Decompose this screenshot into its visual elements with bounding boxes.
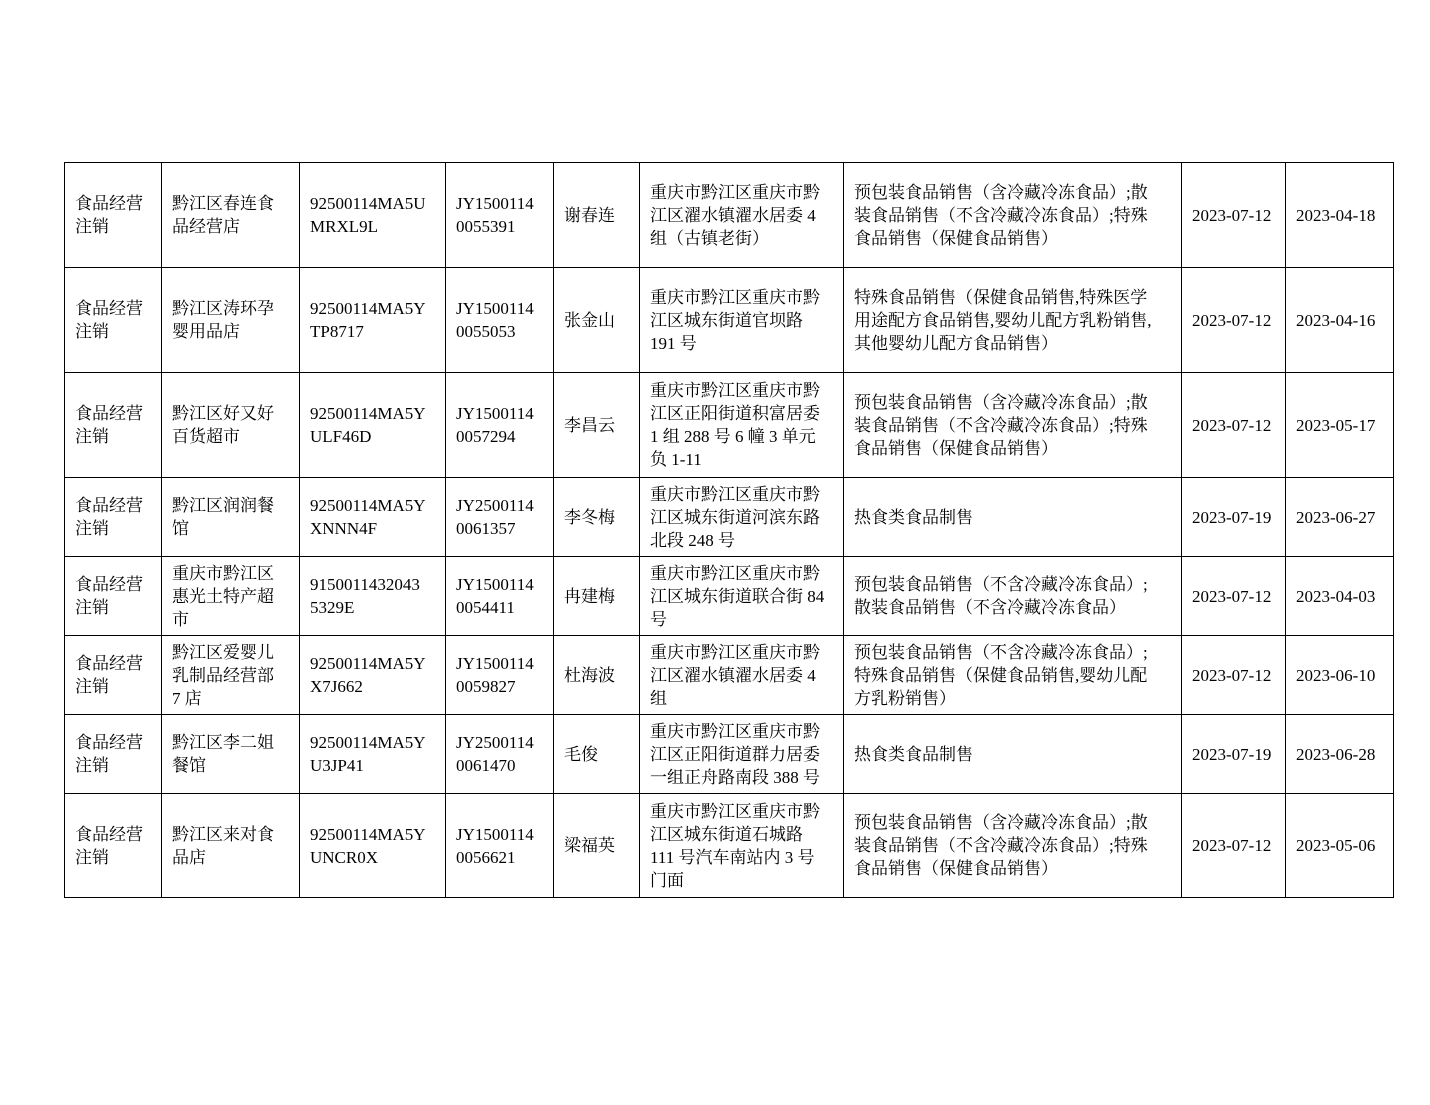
cell-address: 重庆市黔江区重庆市黔 江区濯水镇濯水居委 4 组（古镇老街） xyxy=(640,163,844,268)
cell-address: 重庆市黔江区重庆市黔 江区城东街道河滨东路 北段 248 号 xyxy=(640,478,844,557)
table-row xyxy=(65,163,1394,268)
cell-person: 李昌云 xyxy=(554,373,640,478)
cell-license-no: JY1500114 0059827 xyxy=(446,636,554,715)
cell-address: 重庆市黔江区重庆市黔 江区城东街道石城路 111 号汽车南站内 3 号 门面 xyxy=(640,794,844,898)
cell-person: 杜海波 xyxy=(554,636,640,715)
cell-date-2: 2023-04-18 xyxy=(1286,163,1394,268)
table-row xyxy=(65,636,1394,715)
cell-scope: 预包装食品销售（不含冷藏冷冻食品）; 散装食品销售（不含冷藏冷冻食品） xyxy=(844,557,1182,636)
cell-name: 黔江区好又好 百货超市 xyxy=(162,373,300,478)
cell-date-1: 2023-07-12 xyxy=(1182,557,1286,636)
cell-scope: 预包装食品销售（含冷藏冷冻食品）;散 装食品销售（不含冷藏冷冻食品）;特殊 食品销售（保健食品销售） xyxy=(844,163,1182,268)
cell-date-2: 2023-04-03 xyxy=(1286,557,1394,636)
cell-category: 食品经营 注销 xyxy=(65,636,162,715)
cell-license-no: JY1500114 0057294 xyxy=(446,373,554,478)
cell-name: 黔江区涛环孕 婴用品店 xyxy=(162,268,300,373)
cell-date-1: 2023-07-19 xyxy=(1182,715,1286,794)
cell-name: 黔江区润润餐 馆 xyxy=(162,478,300,557)
cell-address: 重庆市黔江区重庆市黔 江区城东街道官坝路 191 号 xyxy=(640,268,844,373)
cell-credit-code: 9150011432043 5329E xyxy=(300,557,446,636)
cell-date-2: 2023-06-10 xyxy=(1286,636,1394,715)
cell-credit-code: 92500114MA5Y UNCR0X xyxy=(300,794,446,898)
cell-person: 张金山 xyxy=(554,268,640,373)
cell-date-2: 2023-05-06 xyxy=(1286,794,1394,898)
cell-date-2: 2023-06-28 xyxy=(1286,715,1394,794)
cell-address: 重庆市黔江区重庆市黔 江区正阳街道群力居委 一组正舟路南段 388 号 xyxy=(640,715,844,794)
cell-date-1: 2023-07-12 xyxy=(1182,794,1286,898)
table-row xyxy=(65,478,1394,557)
cell-date-1: 2023-07-12 xyxy=(1182,268,1286,373)
cell-category: 食品经营 注销 xyxy=(65,715,162,794)
cell-date-1: 2023-07-12 xyxy=(1182,373,1286,478)
cell-license-no: JY2500114 0061470 xyxy=(446,715,554,794)
cell-address: 重庆市黔江区重庆市黔 江区正阳街道积富居委 1 组 288 号 6 幢 3 单元 负 1-11 xyxy=(640,373,844,478)
cell-person: 谢春连 xyxy=(554,163,640,268)
cell-license-no: JY1500114 0054411 xyxy=(446,557,554,636)
record-table xyxy=(64,162,1394,898)
table-row xyxy=(65,794,1394,898)
cell-name: 黔江区来对食 品店 xyxy=(162,794,300,898)
cell-person: 梁福英 xyxy=(554,794,640,898)
cell-scope: 预包装食品销售（含冷藏冷冻食品）;散 装食品销售（不含冷藏冷冻食品）;特殊 食品销售（保健食品销售） xyxy=(844,373,1182,478)
cell-scope: 特殊食品销售（保健食品销售,特殊医学 用途配方食品销售,婴幼儿配方乳粉销售, 其他婴幼儿配方食品销售） xyxy=(844,268,1182,373)
cell-name: 黔江区李二姐 餐馆 xyxy=(162,715,300,794)
cell-scope: 预包装食品销售（不含冷藏冷冻食品）; 特殊食品销售（保健食品销售,婴幼儿配 方乳粉销售） xyxy=(844,636,1182,715)
cell-address: 重庆市黔江区重庆市黔 江区濯水镇濯水居委 4 组 xyxy=(640,636,844,715)
cell-category: 食品经营 注销 xyxy=(65,794,162,898)
cell-credit-code: 92500114MA5Y U3JP41 xyxy=(300,715,446,794)
cell-date-1: 2023-07-12 xyxy=(1182,163,1286,268)
cell-category: 食品经营 注销 xyxy=(65,163,162,268)
cell-date-1: 2023-07-12 xyxy=(1182,636,1286,715)
cell-date-2: 2023-04-16 xyxy=(1286,268,1394,373)
cell-date-2: 2023-06-27 xyxy=(1286,478,1394,557)
cell-date-2: 2023-05-17 xyxy=(1286,373,1394,478)
cell-category: 食品经营 注销 xyxy=(65,373,162,478)
cell-person: 李冬梅 xyxy=(554,478,640,557)
cell-date-1: 2023-07-19 xyxy=(1182,478,1286,557)
cell-name: 黔江区爱婴儿 乳制品经营部 7 店 xyxy=(162,636,300,715)
cell-license-no: JY1500114 0055391 xyxy=(446,163,554,268)
cell-credit-code: 92500114MA5Y TP8717 xyxy=(300,268,446,373)
cell-credit-code: 92500114MA5Y XNNN4F xyxy=(300,478,446,557)
cell-category: 食品经营 注销 xyxy=(65,268,162,373)
cell-license-no: JY1500114 0056621 xyxy=(446,794,554,898)
cell-credit-code: 92500114MA5Y X7J662 xyxy=(300,636,446,715)
cell-scope: 热食类食品制售 xyxy=(844,715,1182,794)
cell-person: 冉建梅 xyxy=(554,557,640,636)
table-row xyxy=(65,268,1394,373)
table-row xyxy=(65,557,1394,636)
cell-category: 食品经营 注销 xyxy=(65,557,162,636)
cell-name: 黔江区春连食 品经营店 xyxy=(162,163,300,268)
cell-person: 毛俊 xyxy=(554,715,640,794)
cell-name: 重庆市黔江区 惠光土特产超 市 xyxy=(162,557,300,636)
table-row xyxy=(65,373,1394,478)
cell-scope: 预包装食品销售（含冷藏冷冻食品）;散 装食品销售（不含冷藏冷冻食品）;特殊 食品销售（保健食品销售） xyxy=(844,794,1182,898)
cell-license-no: JY2500114 0061357 xyxy=(446,478,554,557)
cell-category: 食品经营 注销 xyxy=(65,478,162,557)
cell-license-no: JY1500114 0055053 xyxy=(446,268,554,373)
cell-address: 重庆市黔江区重庆市黔 江区城东街道联合街 84 号 xyxy=(640,557,844,636)
cell-credit-code: 92500114MA5Y ULF46D xyxy=(300,373,446,478)
cell-scope: 热食类食品制售 xyxy=(844,478,1182,557)
cell-credit-code: 92500114MA5U MRXL9L xyxy=(300,163,446,268)
table-row xyxy=(65,715,1394,794)
